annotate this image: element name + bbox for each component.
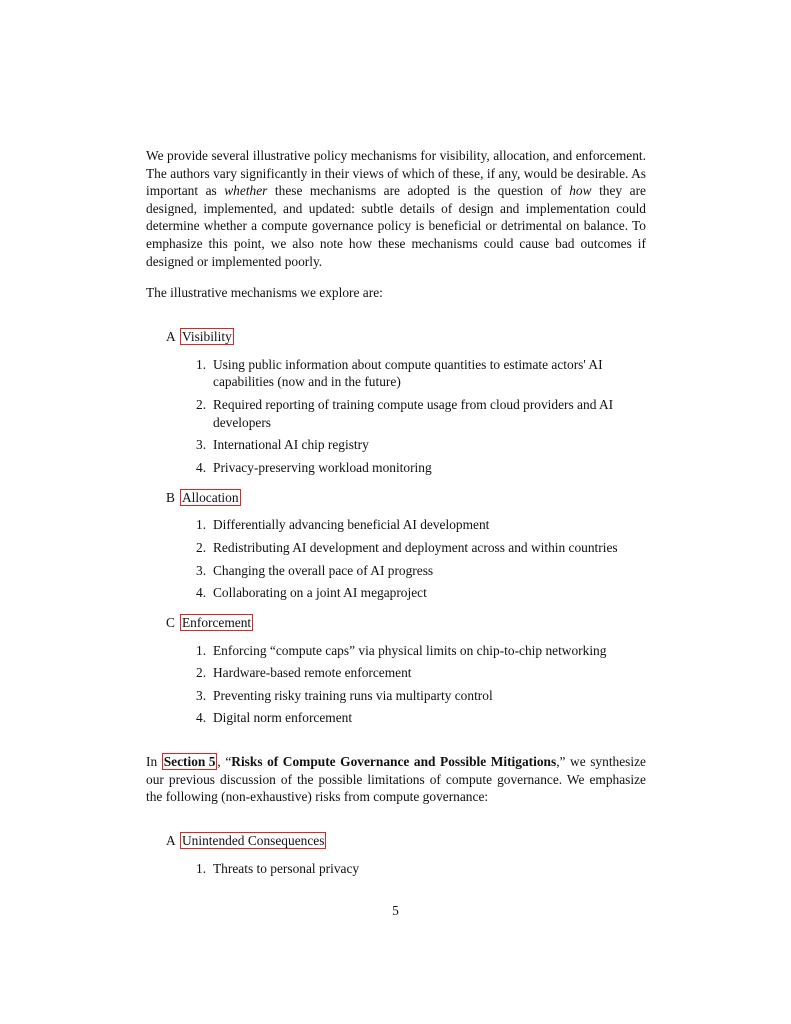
intro-text-2: these mechanisms are adopted is the question of (267, 183, 570, 199)
item-number: 3. (196, 562, 207, 578)
group-heading (166, 488, 646, 506)
item-text: Redistributing AI development and deployment across and within countries (213, 539, 618, 555)
list-item (196, 396, 646, 431)
group-heading (166, 614, 646, 632)
unintended-consequences-items (166, 860, 646, 878)
visibility-link[interactable]: Visibility (182, 329, 232, 345)
list-item (196, 687, 646, 705)
item-number: 4. (196, 585, 207, 601)
list-item (196, 584, 646, 602)
mechanisms-lead: The illustrative mechanisms we explore are: (146, 285, 383, 301)
list-item (196, 562, 646, 580)
group-letter: B (166, 489, 175, 505)
item-text: Enforcing “compute caps” via physical limits on chip-to-chip networking (213, 642, 607, 658)
list-item (196, 642, 646, 660)
list-item (196, 516, 646, 534)
list-item (196, 709, 646, 727)
item-number: 1. (196, 642, 207, 658)
page-number: 5 (392, 903, 399, 918)
list-item (196, 436, 646, 454)
item-number: 2. (196, 396, 207, 412)
paper-page-body (146, 147, 646, 889)
group-letter: A (166, 328, 176, 344)
list-item (196, 664, 646, 682)
mechanism-group-enforcement (166, 614, 646, 727)
list-item (196, 860, 646, 878)
item-number: 2. (196, 539, 207, 555)
enforcement-items (166, 642, 646, 727)
unintended-consequences-link[interactable]: Unintended Consequences (182, 833, 325, 849)
list-item (196, 356, 646, 391)
item-number: 1. (196, 517, 207, 533)
allocation-items (166, 516, 646, 601)
mechanisms-list (146, 328, 646, 727)
item-text: Threats to personal privacy (213, 860, 360, 876)
risks-paragraph (146, 753, 646, 806)
item-text: Required reporting of training compute usage from cloud providers and AI developers (213, 396, 614, 430)
group-heading (166, 328, 646, 346)
section-5-link[interactable]: Section 5 (163, 754, 216, 770)
item-number: 3. (196, 437, 207, 453)
section-5-title: Risks of Compute Governance and Possible Mitigations (231, 754, 557, 770)
risks-text-prefix: In (146, 754, 162, 770)
intro-text-3: they are designed, implemented, and updated: subtle details of design and implementation could determine whether a compute governance policy is beneficial or detrimental on balance. To emphasize this point, we also note how these mechanisms could cause bad outcomes if designed or implemented poorly. (146, 183, 646, 269)
risks-text-mid: , “ (217, 754, 232, 770)
item-text: Preventing risky training runs via multiparty control (213, 687, 493, 703)
item-number: 3. (196, 687, 207, 703)
intro-emphasis-how: how (569, 183, 592, 199)
item-number: 4. (196, 710, 207, 726)
item-number: 4. (196, 459, 207, 475)
list-item (196, 539, 646, 557)
group-heading (166, 832, 646, 850)
intro-text-1: We provide several illustrative policy mechanisms for visibility, allocation, and enforcement. The authors vary significantly in their views of which of these, if any, would be desirable. As important as (146, 148, 646, 199)
item-number: 1. (196, 860, 207, 876)
list-item (196, 459, 646, 477)
item-text: International AI chip registry (213, 437, 369, 453)
mechanism-group-allocation (166, 488, 646, 601)
enforcement-link[interactable]: Enforcement (182, 615, 252, 631)
item-text: Privacy-preserving workload monitoring (213, 459, 432, 475)
item-text: Collaborating on a joint AI megaproject (213, 585, 427, 601)
item-text: Differentially advancing beneficial AI development (213, 517, 490, 533)
group-letter: C (166, 614, 175, 630)
mechanism-group-visibility (166, 328, 646, 477)
item-number: 1. (196, 356, 207, 372)
item-text: Changing the overall pace of AI progress (213, 562, 434, 578)
allocation-link[interactable]: Allocation (182, 489, 239, 505)
intro-emphasis-whether: whether (224, 183, 268, 199)
group-letter: A (166, 833, 176, 849)
item-text: Digital norm enforcement (213, 710, 353, 726)
item-text: Hardware-based remote enforcement (213, 665, 412, 681)
visibility-items (166, 356, 646, 477)
item-text: Using public information about compute quantities to estimate actors' AI capabilities (now and in the future) (213, 356, 603, 390)
risks-text-suffix: ,” we synthesize our previous discussion of the possible limitations of compute governance. We emphasize the following (non-exhaustive) risks from compute governance: (146, 754, 646, 805)
item-number: 2. (196, 665, 207, 681)
risk-group-unintended-consequences (166, 832, 646, 878)
intro-paragraph (146, 147, 646, 270)
